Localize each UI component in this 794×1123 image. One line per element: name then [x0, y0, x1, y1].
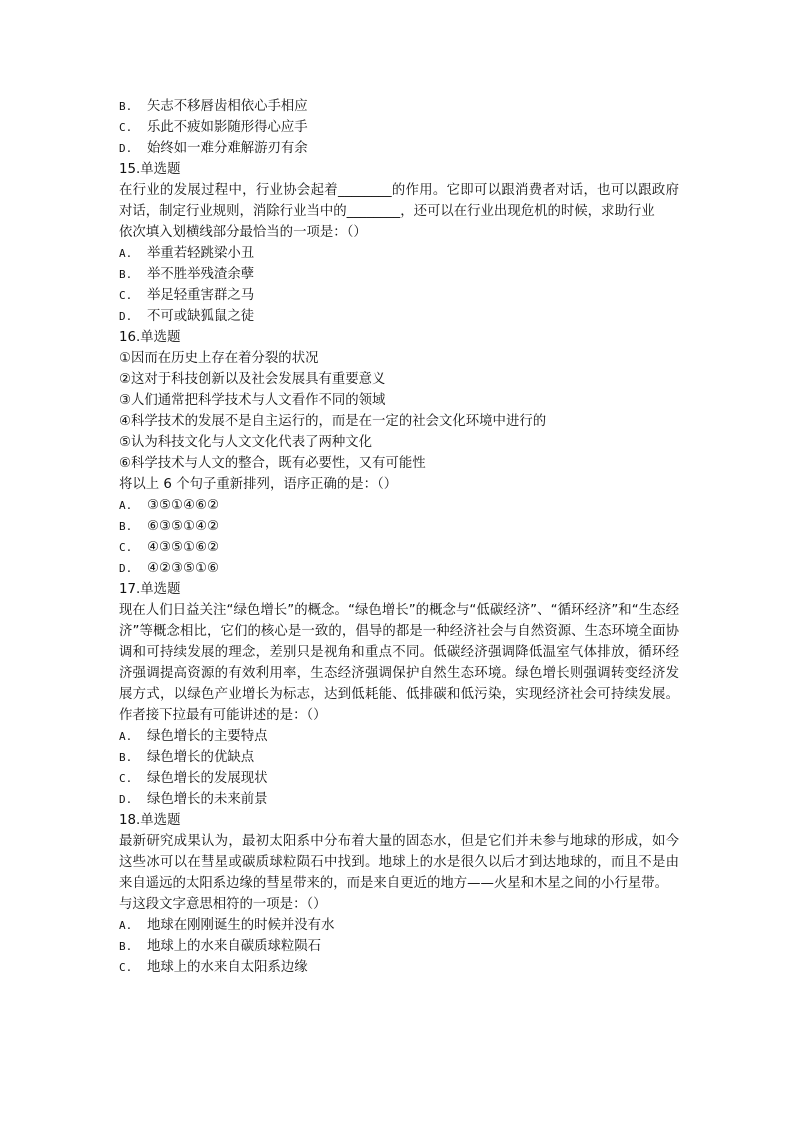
- question-18: [119, 810, 679, 978]
- option-letter: D.: [119, 142, 133, 155]
- question-prompt: 依次填入划横线部分最恰当的一项是：（）: [119, 225, 367, 240]
- question-prompt: 将以上 6 个句子重新排列，语序正确的是：（）: [119, 477, 398, 492]
- option-d: [119, 306, 679, 327]
- option-b: [119, 96, 679, 117]
- option-c: [119, 117, 679, 138]
- option-letter: C.: [119, 961, 133, 974]
- option-d: [119, 558, 679, 579]
- option-b: [119, 936, 679, 957]
- option-text: 矢志不移唇齿相依心手相应: [147, 99, 308, 114]
- option-letter: B.: [119, 520, 133, 533]
- option-text: 绿色增长的主要特点: [147, 729, 268, 744]
- sentence-item: ⑥科学技术与人文的整合，既有必要性，又有可能性: [119, 456, 426, 471]
- question-passage: 现在人们日益关注“绿色增长”的概念。“绿色增长”的概念与“低碳经济”、“循环经济”和“生态经济”等概念相比，它们的核心是一致的，倡导的都是一种经济社会与自然资源、生态环境全面协调和可持续发展的理念，差别只是视角和重点不同。低碳经济强调降低温室气体排放，循环经济强调提高资源的有效利用率，生态经济强调保护自然生态环境。绿色增长则强调转变经济发展方式，以绿色产业增长为标志，达到低耗能、低排碳和低污染，实现经济社会可持续发展。作者接下拉最有可能讲述的是：（）: [119, 603, 679, 723]
- option-letter: C.: [119, 772, 133, 785]
- option-letter: D.: [119, 793, 133, 806]
- option-text: 地球在刚刚诞生的时候并没有水: [147, 918, 335, 933]
- option-a: [119, 726, 679, 747]
- option-a: [119, 915, 679, 936]
- option-text: 绿色增长的发展现状: [147, 771, 268, 786]
- option-text: 举足轻重害群之马: [147, 288, 255, 303]
- option-d: [119, 789, 679, 810]
- question-15: [119, 159, 679, 327]
- option-c: [119, 285, 679, 306]
- option-letter: A.: [119, 730, 133, 743]
- sentence-item: ⑤认为科技文化与人文文化代表了两种文化: [119, 435, 373, 450]
- option-letter: B.: [119, 940, 133, 953]
- option-text: 始终如一难分难解游刃有余: [147, 141, 308, 156]
- question-prompt: 与这段文字意思相符的一项是：（）: [119, 897, 327, 912]
- document-page: [119, 96, 679, 978]
- option-letter: A.: [119, 919, 133, 932]
- option-text: 绿色增长的优缺点: [147, 750, 255, 765]
- question-16: [119, 327, 679, 579]
- question-header: 16.单选题: [119, 330, 181, 345]
- sentence-item: ③人们通常把科学技术与人文看作不同的领域: [119, 393, 386, 408]
- sentence-item: ②这对于科技创新以及社会发展具有重要意义: [119, 372, 386, 387]
- option-text: 不可或缺狐鼠之徒: [147, 309, 255, 324]
- question-passage: 在行业的发展过程中，行业协会起着________的作用。它即可以跟消费者对话，也可以跟政府对话，制定行业规则，消除行业当中的________，还可以在行业出现危机的时候，求助行业: [119, 183, 679, 219]
- option-b: [119, 264, 679, 285]
- option-text: 绿色增长的未来前景: [147, 792, 268, 807]
- option-text: ④③⑤①⑥②: [147, 540, 220, 555]
- option-c: [119, 957, 679, 978]
- option-letter: D.: [119, 562, 133, 575]
- sentence-item: ①因而在历史上存在着分裂的状况: [119, 351, 319, 366]
- option-letter: B.: [119, 100, 133, 113]
- option-letter: A.: [119, 499, 133, 512]
- option-letter: C.: [119, 121, 133, 134]
- option-d: [119, 138, 679, 159]
- question-17: [119, 579, 679, 810]
- option-letter: D.: [119, 310, 133, 323]
- option-text: 举不胜举残渣余孽: [147, 267, 255, 282]
- question-header: 18.单选题: [119, 813, 181, 828]
- option-c: [119, 537, 679, 558]
- option-b: [119, 516, 679, 537]
- option-text: 地球上的水来自太阳系边缘: [147, 960, 308, 975]
- option-text: ⑥③⑤①④②: [147, 519, 220, 534]
- option-letter: C.: [119, 541, 133, 554]
- option-text: 举重若轻跳梁小丑: [147, 246, 255, 261]
- question-header: 15.单选题: [119, 162, 181, 177]
- option-letter: B.: [119, 751, 133, 764]
- option-b: [119, 747, 679, 768]
- option-a: [119, 243, 679, 264]
- option-letter: C.: [119, 289, 133, 302]
- option-a: [119, 495, 679, 516]
- question-passage: 最新研究成果认为，最初太阳系中分布着大量的固态水，但是它们并未参与地球的形成，如今这些冰可以在彗星或碳质球粒陨石中找到。地球上的水是很久以后才到达地球的，而且不是由来自遥远的太阳系边缘的彗星带来的，而是来自更近的地方——火星和木星之间的小行星带。: [119, 834, 679, 891]
- sentence-item: ④科学技术的发展不是自主运行的，而是在一定的社会文化环境中进行的: [119, 414, 547, 429]
- question-14-options: [119, 96, 679, 159]
- option-c: [119, 768, 679, 789]
- option-text: ④②③⑤①⑥: [147, 561, 220, 576]
- question-header: 17.单选题: [119, 582, 181, 597]
- option-letter: B.: [119, 268, 133, 281]
- option-text: ③⑤①④⑥②: [147, 498, 220, 513]
- option-text: 乐此不疲如影随形得心应手: [147, 120, 308, 135]
- option-letter: A.: [119, 247, 133, 260]
- option-text: 地球上的水来自碳质球粒陨石: [147, 939, 322, 954]
